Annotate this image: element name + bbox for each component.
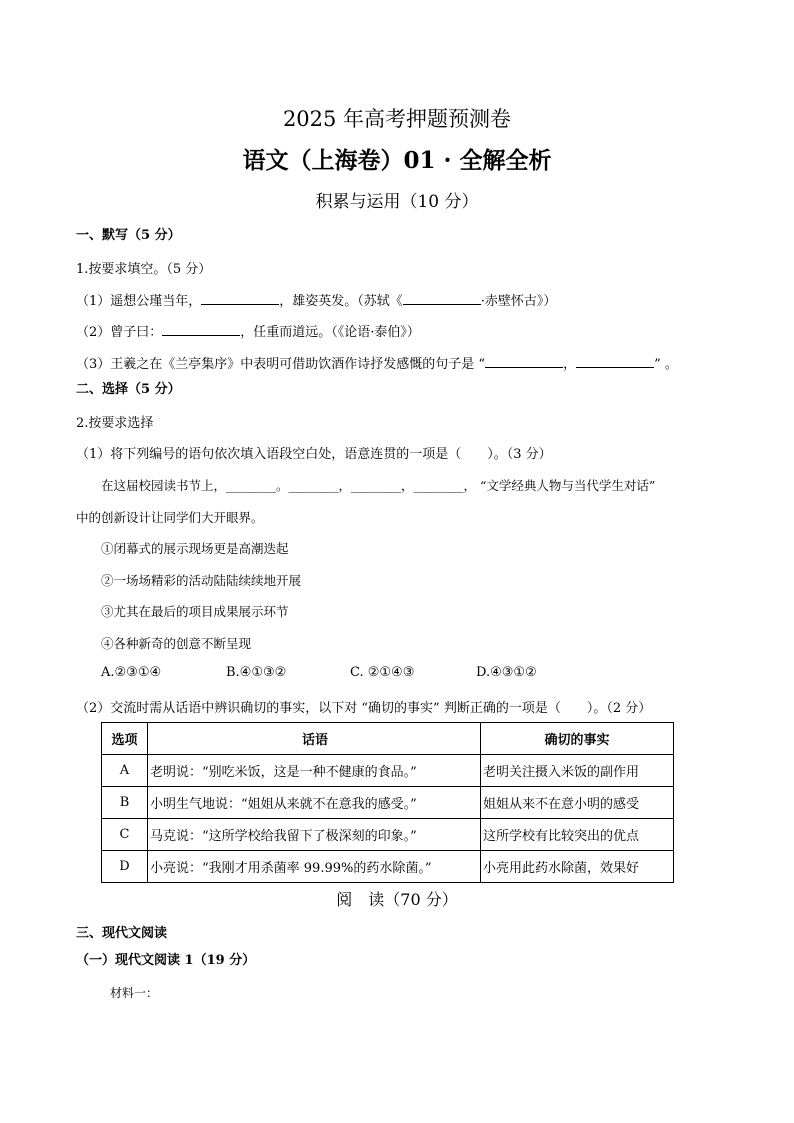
table-row[interactable] (102, 851, 674, 883)
option-d[interactable]: D.④③①② (476, 665, 537, 680)
material-label: 材料一： (110, 986, 159, 1000)
q1-2-part-b: ，任重而道远。（《论语·泰伯》） (240, 325, 420, 340)
sentence-item-2: ②一场场精彩的活动陆陆续续地开展 (101, 573, 302, 588)
table-cell-fact: 小亮用此药水除菌，效果好 (481, 851, 674, 883)
question-1-3 (76, 353, 678, 372)
question-1-1 (76, 290, 556, 309)
q1-1-part-a: （1）遥想公瑾当年， (76, 294, 202, 309)
table-cell-fact: 姐姐从来不在意小明的感受 (481, 787, 674, 819)
table-cell-option: B (102, 787, 148, 819)
sentence-item-4: ④各种新奇的创意不断呈现 (101, 636, 252, 651)
table-cell-utterance: 马克说：“这所学校给我留下了极深刻的印象。” (148, 819, 481, 851)
question-2-stem: 2.按要求选择 (76, 416, 154, 431)
answer-blank[interactable] (485, 354, 563, 368)
q1-3-part-a: （3）王羲之在《兰亭集序》中表明可借助饮酒作诗抒发感慨的句子是 “ (76, 357, 486, 372)
option-b[interactable]: B.④①③② (226, 665, 287, 680)
table-header-row (102, 723, 674, 755)
q1-1-part-c: ·赤壁怀古》） (480, 294, 557, 309)
table-row[interactable] (102, 787, 674, 819)
passage-line-2: 中的创新设计让同学们大开眼界。 (76, 510, 264, 525)
table-header: 选项 (102, 723, 148, 755)
question-2-1: （1）将下列编号的语句依次填入语段空白处，语意连贯的一项是（ ）。（3 分） (76, 447, 552, 462)
options-table (101, 722, 674, 883)
option-c[interactable]: C. ②①④③ (350, 665, 415, 680)
table-row[interactable] (102, 755, 674, 787)
table-cell-utterance: 小亮说：“我刚才用杀菌率 99.99%的药水除菌。” (148, 851, 481, 883)
question-1-stem: 1.按要求填空。（5 分） (76, 262, 212, 277)
exam-title: 2025 年高考押题预测卷 (282, 107, 512, 131)
table-cell-option: D (102, 851, 148, 883)
question-2-2: （2）交流时需从话语中辨识确切的事实，以下对 “确切的事实” 判断正确的一项是（ ）。（2 分） (76, 701, 652, 716)
q1-1-part-b: ，雄姿英发。（苏轼《 (279, 294, 403, 309)
question-1-2 (76, 321, 420, 340)
sentence-item-1: ①闭幕式的展示现场更是高潮迭起 (101, 541, 289, 556)
table-cell-utterance: 老明说：“别吃米饭，这是一种不健康的食品。” (148, 755, 481, 787)
table-header: 确切的事实 (481, 723, 674, 755)
table-cell-option: A (102, 755, 148, 787)
section-heading-modern-reading: 三、现代文阅读 (76, 926, 168, 941)
section-heading-choice: 二、选择（5 分） (76, 382, 181, 397)
q1-2-part-a: （2）曾子曰： (76, 325, 163, 340)
part-title-accumulation: 积累与运用（10 分） (315, 192, 479, 212)
answer-blank[interactable] (403, 291, 481, 305)
answer-blank[interactable] (201, 291, 279, 305)
table-cell-fact: 这所学校有比较突出的优点 (481, 819, 674, 851)
table-row[interactable] (102, 819, 674, 851)
part-title-reading: 阅 读（70 分） (336, 890, 458, 909)
q1-3-part-b: ， (563, 357, 577, 372)
table-header: 话语 (148, 723, 481, 755)
exam-subtitle: 语文（上海卷）01 · 全解全析 (242, 147, 552, 174)
table-cell-fact: 老明关注摄入米饭的副作用 (481, 755, 674, 787)
answer-blank[interactable] (162, 322, 240, 336)
table-cell-utterance: 小明生气地说：“姐姐从来就不在意我的感受。” (148, 787, 481, 819)
section-heading-dictation: 一、默写（5 分） (76, 228, 181, 243)
table-cell-option: C (102, 819, 148, 851)
subsection-heading-reading-1: （一）现代文阅读 1（19 分） (76, 953, 256, 968)
option-a[interactable]: A.②③①④ (101, 665, 162, 680)
sentence-item-3: ③尤其在最后的项目成果展示环节 (101, 604, 289, 619)
q1-3-part-c: ” 。 (654, 357, 678, 372)
passage-line-1: 在这届校园读书节上，________。________，________，________， “文学经典人物与当代学生对话” (101, 478, 656, 493)
answer-blank[interactable] (576, 354, 654, 368)
